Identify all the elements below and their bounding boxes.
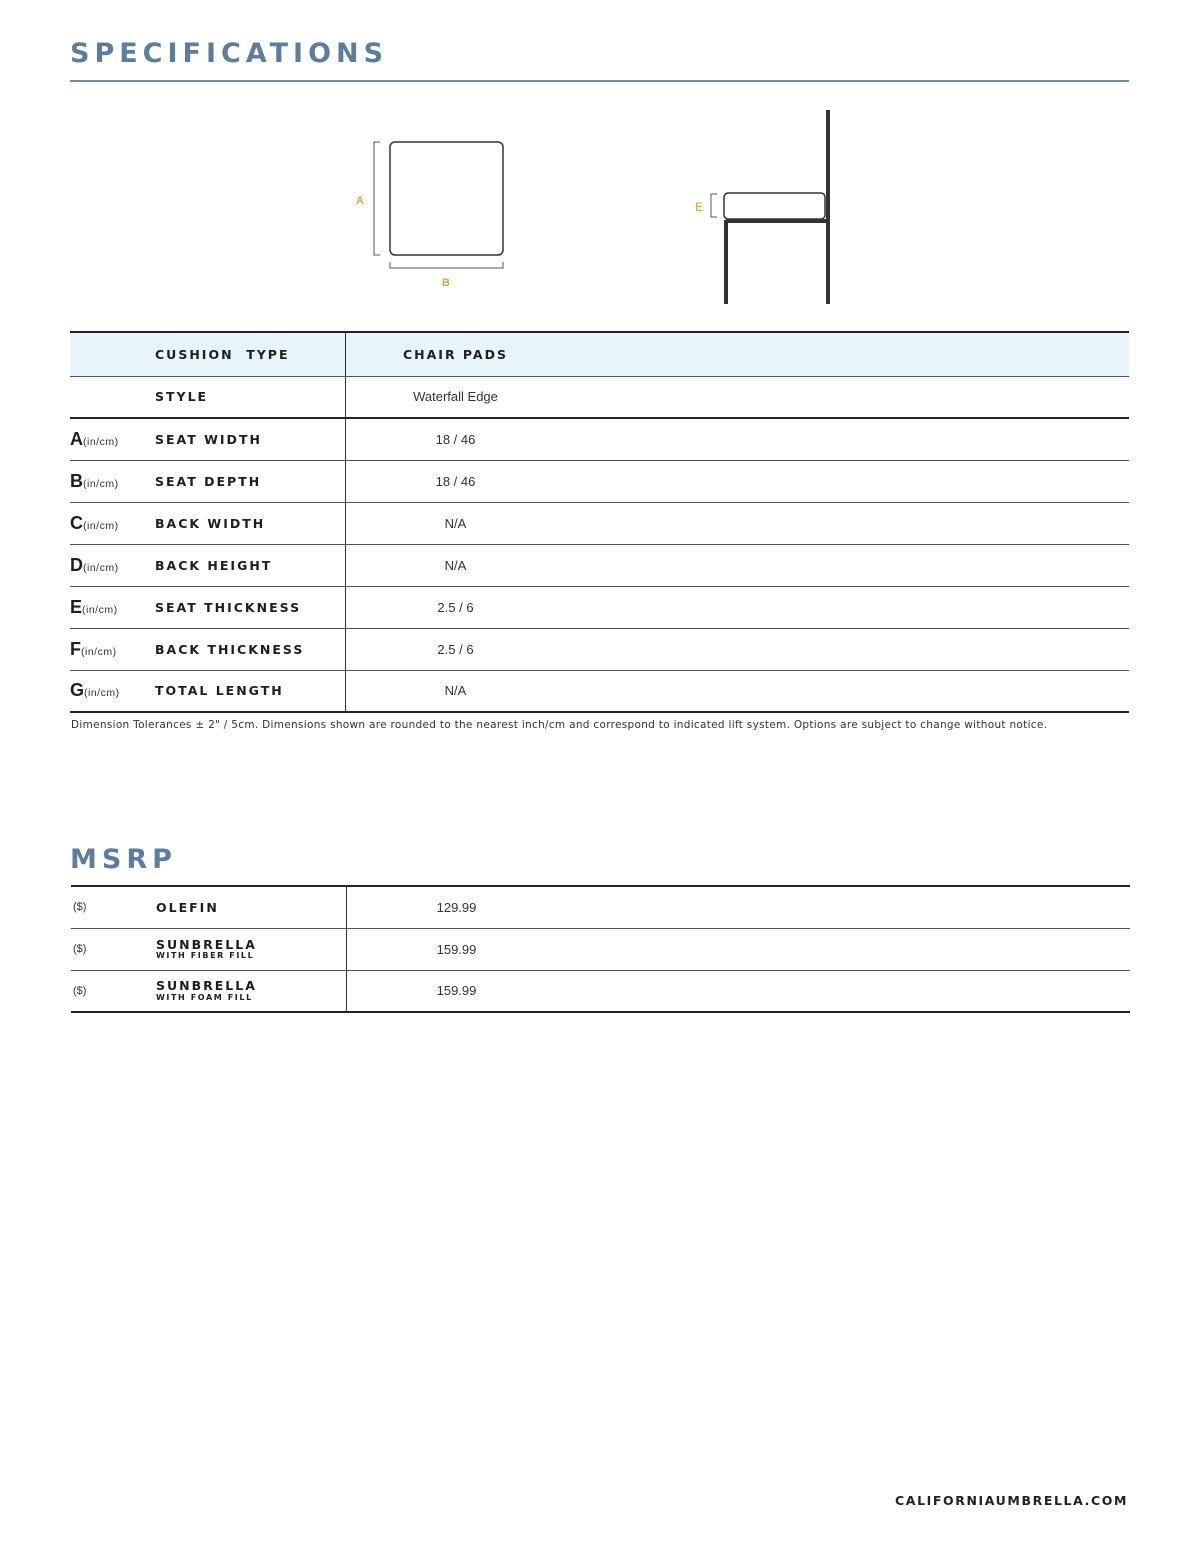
- spec-row: [70, 670, 1129, 712]
- dimension-tolerance-note: Dimension Tolerances ± 2" / 5cm. Dimensions shown are rounded to the nearest inch/cm and correspond to indicated lift system. Options are subject to change without notice.: [71, 719, 1048, 731]
- specifications-table: [70, 331, 1129, 713]
- cushion-profile: [724, 193, 825, 219]
- dimension-bracket-a: [374, 142, 380, 255]
- website-footer: CALIFORNIAUMBRELLA.COM: [895, 1493, 1128, 1508]
- dimension-code: [70, 670, 155, 712]
- price-cell: [346, 970, 1130, 1012]
- dimension-unit: (in/cm): [84, 687, 120, 700]
- code-cell: [70, 332, 155, 376]
- dimension-unit: (in/cm): [82, 603, 118, 616]
- spec-value: 18 / 46: [435, 431, 476, 447]
- dimension-bracket-e: [711, 194, 717, 217]
- price-cell: [346, 928, 1130, 970]
- dimension-code: [70, 460, 155, 502]
- cushion-type-value-cell: [345, 332, 1129, 376]
- style-value: Waterfall Edge: [413, 389, 498, 405]
- spec-label: TOTAL LENGTH: [155, 670, 345, 712]
- spec-label: SEAT DEPTH: [155, 460, 345, 502]
- fabric-name: SUNBRELLA: [156, 936, 257, 952]
- spec-value: N/A: [444, 515, 467, 531]
- dimension-letter: A: [70, 428, 83, 449]
- spec-value: N/A: [444, 557, 467, 573]
- price-cell: [346, 886, 1130, 928]
- dimension-code: [70, 418, 155, 460]
- price-value: 129.99: [436, 899, 477, 915]
- dimension-unit: (in/cm): [83, 519, 119, 532]
- style-row: [70, 376, 1129, 418]
- style-label: STYLE: [155, 376, 345, 418]
- spec-value: 2.5 / 6: [437, 599, 474, 615]
- spec-row: [70, 586, 1129, 628]
- specifications-title: SPECIFICATIONS: [70, 38, 389, 69]
- spec-value: 2.5 / 6: [437, 641, 474, 657]
- dimension-code: [70, 544, 155, 586]
- dimension-unit: (in/cm): [83, 435, 119, 448]
- spec-label: SEAT WIDTH: [155, 418, 345, 460]
- spec-value-cell: [345, 460, 1129, 502]
- side-view-diagram: [690, 108, 840, 308]
- spec-value-cell: [345, 418, 1129, 460]
- dimension-label-b: B: [442, 277, 450, 289]
- spec-row: [70, 460, 1129, 502]
- spec-row: [70, 502, 1129, 544]
- specifications-rule: [70, 80, 1129, 82]
- price-value: 159.99: [436, 983, 477, 999]
- dimension-letter: G: [70, 680, 85, 701]
- dimension-bracket-b: [390, 262, 503, 268]
- dimension-unit: (in/cm): [83, 561, 119, 574]
- spec-label: SEAT THICKNESS: [155, 586, 345, 628]
- dimension-label-a: A: [356, 195, 364, 207]
- spec-label: BACK THICKNESS: [155, 628, 345, 670]
- dimension-code: [70, 628, 155, 670]
- cushion-type-label: CUSHION TYPE: [155, 332, 345, 376]
- spec-value-cell: [345, 502, 1129, 544]
- spec-label: BACK WIDTH: [155, 502, 345, 544]
- seat-outline: [390, 142, 503, 255]
- spec-row: [70, 544, 1129, 586]
- msrp-table: [71, 885, 1130, 1013]
- spec-label: BACK HEIGHT: [155, 544, 345, 586]
- dimension-code: [70, 502, 155, 544]
- dimension-code: [70, 586, 155, 628]
- dimension-letter: B: [70, 470, 83, 491]
- fabric-name: OLEFIN: [156, 899, 219, 915]
- spec-value-cell: [345, 586, 1129, 628]
- cushion-type-value: CHAIR PADS: [402, 346, 508, 362]
- top-view-diagram: [350, 135, 520, 295]
- msrp-row: [71, 886, 1130, 928]
- dimension-letter: D: [70, 554, 83, 575]
- fill-type: WITH FIBER FILL: [156, 950, 255, 960]
- code-cell: [70, 376, 155, 418]
- msrp-row: [71, 970, 1130, 1012]
- msrp-title: MSRP: [70, 844, 177, 875]
- style-value-cell: [345, 376, 1129, 418]
- spec-value-cell: [345, 628, 1129, 670]
- spec-row: [70, 418, 1129, 460]
- dimension-letter: E: [70, 596, 83, 617]
- spec-row: [70, 628, 1129, 670]
- spec-value-cell: [345, 544, 1129, 586]
- price-value: 159.99: [436, 941, 477, 957]
- fabric-label-cell: [156, 886, 346, 928]
- currency-symbol: ($): [71, 970, 156, 1012]
- msrp-row: [71, 928, 1130, 970]
- spec-value: 18 / 46: [435, 473, 476, 489]
- fabric-label-cell: [156, 970, 346, 1012]
- currency-symbol: ($): [71, 886, 156, 928]
- spec-value-cell: [345, 670, 1129, 712]
- fill-type: WITH FOAM FILL: [156, 992, 253, 1002]
- currency-symbol: ($): [71, 928, 156, 970]
- cushion-type-row: [70, 332, 1129, 376]
- spec-value: N/A: [444, 683, 467, 699]
- dimension-letter: C: [70, 512, 83, 533]
- dimension-letter: F: [70, 638, 81, 659]
- fabric-name: SUNBRELLA: [156, 978, 257, 994]
- fabric-label-cell: [156, 928, 346, 970]
- dimension-unit: (in/cm): [81, 645, 117, 658]
- dimension-unit: (in/cm): [83, 477, 119, 490]
- dimension-label-e: E: [695, 200, 704, 214]
